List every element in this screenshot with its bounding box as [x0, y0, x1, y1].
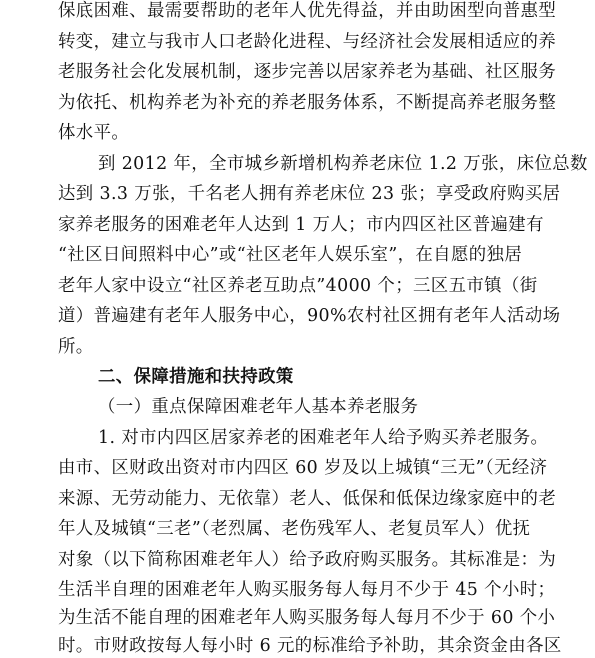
paragraph-line: 由市、区财政出资对市内四区 60 岁及以上城镇“三无”（无经济 — [58, 458, 548, 478]
paragraph-line: 年人及城镇“三老”（老烈属、老伤残军人、老复员军人）优抚 — [58, 519, 531, 539]
paragraph-line: “社区日间照料中心”或“社区老年人娱乐室”，在自愿的独居 — [58, 245, 523, 265]
paragraph-line: 为依托、机构养老为补充的养老服务体系，不断提高养老服务整 — [58, 93, 557, 113]
paragraph-line: 老年人家中设立“社区养老互助点”4000 个；三区五市镇（街 — [58, 276, 538, 296]
paragraph-line: 老服务社会化发展机制，逐步完善以居家养老为基础、社区服务 — [58, 62, 557, 82]
paragraph-line: 道）普遍建有老年人服务中心，90%农村社区拥有老年人活动场 — [58, 306, 561, 326]
paragraph-line: 转变，建立与我市人口老龄化进程、与经济社会发展相适应的养 — [58, 32, 557, 52]
paragraph-line: 生活半自理的困难老年人购买服务每人每月不少于 45 个小时； — [58, 580, 556, 600]
paragraph-line: 体水平。 — [58, 123, 130, 143]
paragraph-line: 家养老服务的困难老年人达到 1 万人；市内四区社区普遍建有 — [58, 215, 544, 235]
paragraph-line: 1. 对市内四区居家养老的困难老年人给予购买养老服务。 — [98, 428, 549, 448]
paragraph-line: 时。市财政按每人每小时 6 元的标准给予补助，其余资金由各区 — [58, 636, 562, 656]
paragraph-line: 为生活不能自理的困难老年人购买服务每人每月不少于 60 个小 — [58, 608, 556, 628]
paragraph-line: 到 2012 年，全市城乡新增机构养老床位 1.2 万张，床位总数 — [98, 154, 588, 174]
paragraph-line: 达到 3.3 万张，千名老人拥有养老床位 23 张；享受政府购买居 — [58, 184, 561, 204]
paragraph-line: 所。 — [58, 337, 94, 357]
subsection-heading: （一）重点保障困难老年人基本养老服务 — [98, 397, 419, 417]
paragraph-line: 对象（以下简称困难老年人）给予政府购买服务。其标准是：为 — [58, 550, 557, 570]
section-heading: 二、保障措施和扶持政策 — [98, 367, 294, 387]
paragraph-line: 来源、无劳动能力、无依靠）老人、低保和低保边缘家庭中的老 — [58, 489, 557, 509]
paragraph-line: 保底困难、最需要帮助的老年人优先得益，并由助困型向普惠型 — [58, 1, 557, 21]
